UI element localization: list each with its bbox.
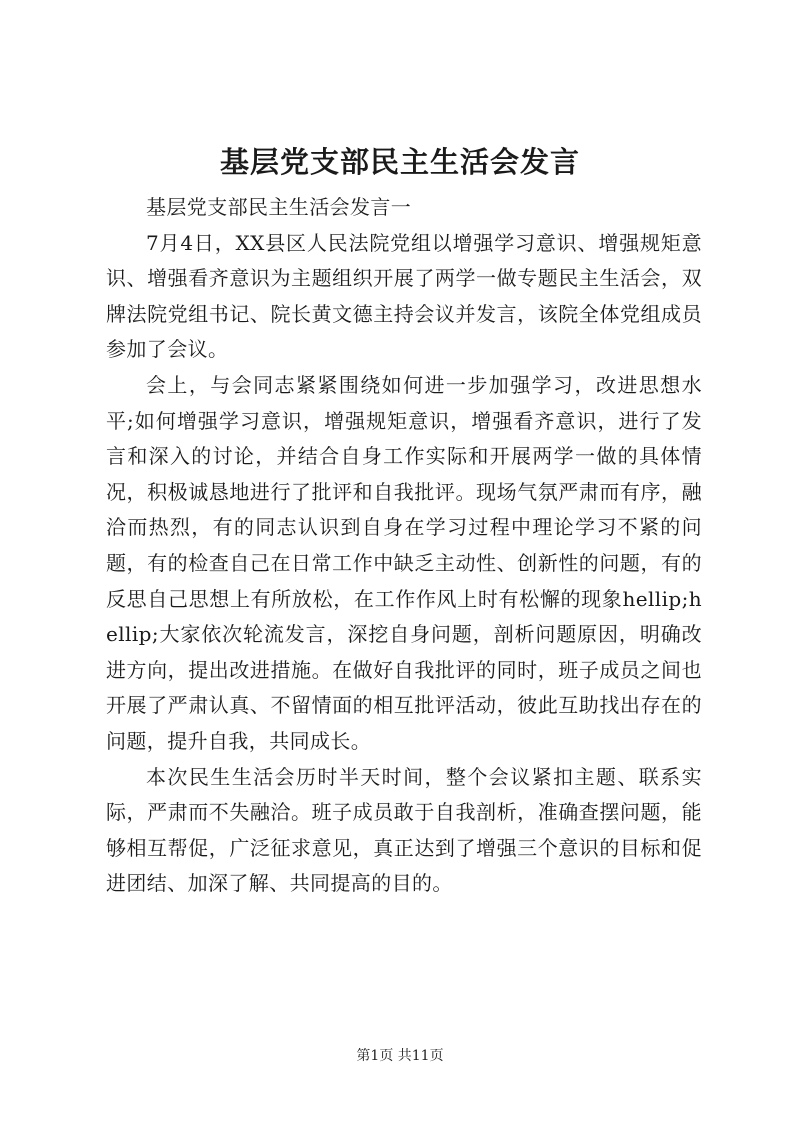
page-indicator: 第1页 共11页 [356,1048,444,1064]
paragraph: 本次民生生活会历时半天时间，整个会议紧扣主题、联系实际，严肃而不失融洽。班子成员敢于自我剖析，准确查摆问题，能够相互帮促，广泛征求意见，真正达到了增强三个意识的目标和促进团结、加深了解、共同提高的目的。 [106,764,702,896]
document-body [106,190,702,902]
paragraph-subtitle: 基层党支部民主生活会发言一 [146,195,412,219]
document-title: 基层党支部民主生活会发言 [219,145,580,179]
paragraph: 会上，与会同志紧紧围绕如何进一步加强学习，改进思想水平;如何增强学习意识，增强规矩意识，增强看齐意识，进行了发言和深入的讨论，并结合自身工作实际和开展两学一做的具体情况，积极诚恳地进行了批评和自我批评。现场气氛严肃而有序，融洽而热烈，有的同志认识到自身在学习过程中理论学习不紧的问题，有的检查自己在日常工作中缺乏主动性、创新性的问题，有的反思自己思想上有所放松，在工作作风上时有松懈的现象hellip;hellip;大家依次轮流发言，深挖自身问题，剖析问题原因，明确改进方向，提出改进措施。在做好自我批评的同时，班子成员之间也开展了严肃认真、不留情面的相互批评活动，彼此互助找出存在的问题，提升自我，共同成长。 [106,372,702,753]
page-footer [0,1045,800,1065]
paragraph: 7月4日，XX县区人民法院党组以增强学习意识、增强规矩意识、增强看齐意识为主题组织开展了两学一做专题民主生活会，双牌法院党组书记、院长黄文德主持会议并发言，该院全体党组成员参加了会议。 [106,230,702,362]
